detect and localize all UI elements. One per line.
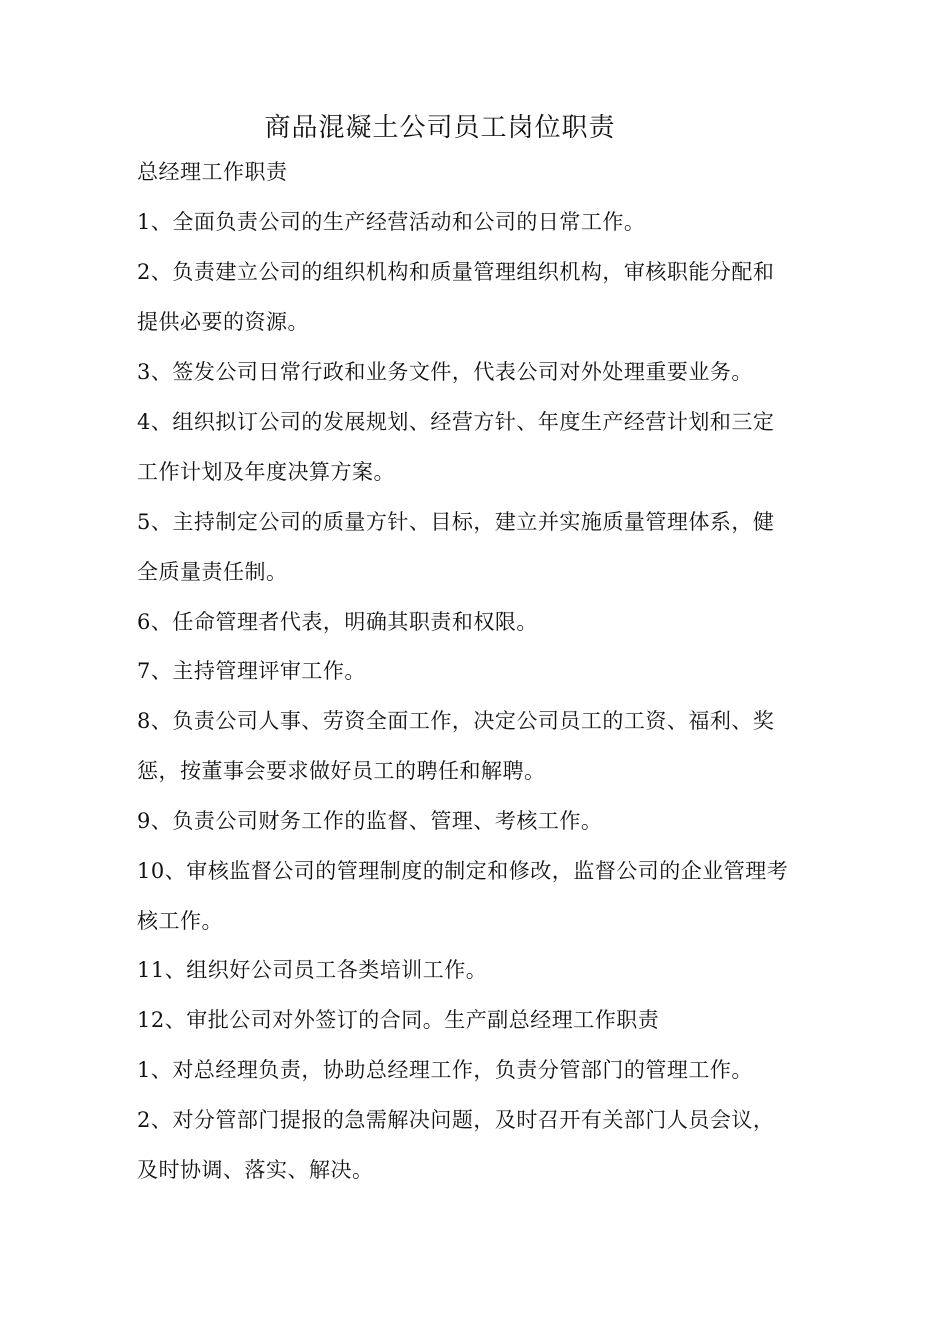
paragraph-line: 2、对分管部门提报的急需解决问题，及时召开有关部门人员会议，	[137, 1108, 775, 1132]
paragraph-line: 1、对总经理负责，协助总经理工作，负责分管部门的管理工作。	[137, 1058, 753, 1082]
paragraph-line: 提供必要的资源。	[137, 310, 309, 334]
paragraph-line: 1、全面负责公司的生产经营活动和公司的日常工作。	[137, 210, 646, 234]
paragraph-line: 10、审核监督公司的管理制度的制定和修改，监督公司的企业管理考	[137, 859, 789, 883]
paragraph-line: 7、主持管理评审工作。	[137, 659, 366, 683]
paragraph-line: 12、审批公司对外签订的合同。生产副总经理工作职责	[137, 1008, 660, 1032]
section-heading: 总经理工作职责	[137, 160, 288, 184]
document-title: 商品混凝土公司员工岗位职责	[264, 113, 616, 143]
paragraph-line: 工作计划及年度决算方案。	[137, 460, 395, 484]
paragraph-line: 全质量责任制。	[137, 560, 288, 584]
paragraph-line: 4、组织拟订公司的发展规划、经营方针、年度生产经营计划和三定	[137, 410, 775, 434]
paragraph-line: 9、负责公司财务工作的监督、管理、考核工作。	[137, 809, 603, 833]
paragraph-line: 11、组织好公司员工各类培训工作。	[137, 958, 488, 982]
paragraph-line: 8、负责公司人事、劳资全面工作，决定公司员工的工资、福利、奖	[137, 709, 775, 733]
paragraph-line: 及时协调、落实、解决。	[137, 1158, 374, 1182]
paragraph-line: 核工作。	[137, 909, 223, 933]
paragraph-line: 惩，按董事会要求做好员工的聘任和解聘。	[137, 759, 546, 783]
paragraph-line: 5、主持制定公司的质量方针、目标，建立并实施质量管理体系，健	[137, 510, 775, 534]
paragraph-line: 3、签发公司日常行政和业务文件，代表公司对外处理重要业务。	[137, 360, 753, 384]
paragraph-line: 6、任命管理者代表，明确其职责和权限。	[137, 610, 538, 634]
paragraph-line: 2、负责建立公司的组织机构和质量管理组织机构，审核职能分配和	[137, 260, 775, 284]
